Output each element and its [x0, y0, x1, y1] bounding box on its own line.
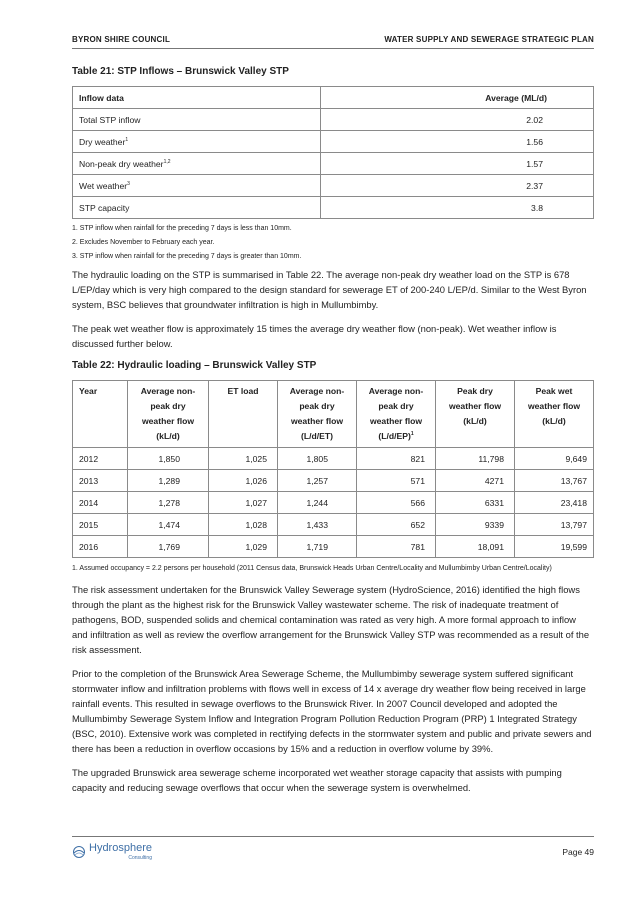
table22-cell: 566: [357, 492, 436, 514]
table-row: [73, 470, 594, 492]
table22-col-header: Year: [73, 381, 128, 448]
table21-note: 2. Excludes November to February each year.: [72, 239, 215, 246]
table22-cell: 13,767: [515, 470, 594, 492]
table21-cell-label: Wet weather$^3$: [73, 175, 321, 197]
table21-col-inflow-data: Inflow data: [73, 87, 321, 109]
table22-cell: 13,797: [515, 514, 594, 536]
table21-notes: [72, 225, 594, 260]
table22-cell: 2012: [73, 448, 128, 470]
table22-cell: 4271: [436, 470, 515, 492]
table22-caption: Table 22: Hydraulic loading – Brunswick Valley STP: [72, 360, 317, 371]
table21-col-average: Average (ML/d): [321, 87, 594, 109]
table22-cell: 11,798: [436, 448, 515, 470]
paragraph-risk-assessment: The risk assessment undertaken for the Brunswick Valley Sewerage system (HydroScience, 2016) identified the high flows through the plant as the highest risk for the Brunswick Valley wastewater scheme. The risk of inadequate treatment of pathogens, BOD, suspended solids and chemical contamination was rated as very high. A more formal approach to inflow and infiltration as well as review the overflow arrangement for the Brunswick Valley STP was recommended as a result of the risk assessment.: [72, 584, 590, 655]
hydrosphere-logo: [72, 843, 152, 861]
table22-cell: 2015: [73, 514, 128, 536]
table-row: [73, 197, 594, 219]
table21-cell-value: 1.56: [321, 131, 594, 153]
table-row: [73, 492, 594, 514]
paragraph-prior-completion: Prior to the completion of the Brunswick Area Sewerage Scheme, the Mullumbimby sewerage system suffered significant stormwater inflow and infiltration problems with flows well in excess of 14 x average dry weather flow being received in large rainfall events. This resulted in sewage overflows to the Brunswick River. In 2007 Council developed and adopted the Mullumbimby Sewerage System Inflow and Integration Program Pollution Reduction Program (PRP) 1 Integrated Strategy (BSC, 2010). Extensive work was completed in rectifying defects in the stormwater system and public and private sewers and there has been a reduction in overflow occasions by 15% and a reduction in overflow volume by 39%.: [72, 668, 592, 754]
table22-cell: 821: [357, 448, 436, 470]
table22-hydraulic-loading: [72, 380, 594, 558]
table21-caption: Table 21: STP Inflows – Brunswick Valley STP: [72, 66, 289, 77]
running-header: [72, 35, 594, 49]
table21-cell-value: 1.57: [321, 153, 594, 175]
table22-col-header: Average non-peak dry weather flow $(L/d/EP)^1$: [357, 381, 436, 448]
table22-cell: 1,278: [128, 492, 209, 514]
table21-cell-value: 2.02: [321, 109, 594, 131]
table21-cell-value: 2.37: [321, 175, 594, 197]
table22-cell: 1,025: [209, 448, 278, 470]
table21-cell-label: Dry weather$^1$: [73, 131, 321, 153]
table-row: [73, 448, 594, 470]
table21-note: 3. STP inflow when rainfall for the preceding 7 days is greater than 10mm.: [72, 253, 302, 260]
table22-cell: 19,599: [515, 536, 594, 558]
header-council: BYRON SHIRE COUNCIL: [72, 35, 171, 44]
table22-cell: 571: [357, 470, 436, 492]
table22-col-header: Peak wet weather flow (kL/d): [515, 381, 594, 448]
page-footer: [72, 836, 594, 861]
table22-cell: 1,244: [278, 492, 357, 514]
table22-cell: 9,649: [515, 448, 594, 470]
table22-col-header: Average non-peak dry weather flow (kL/d): [128, 381, 209, 448]
table22-cell: 23,418: [515, 492, 594, 514]
table-row: [73, 131, 594, 153]
table22-cell: 1,474: [128, 514, 209, 536]
table22-cell: 1,028: [209, 514, 278, 536]
table22-cell: 1,289: [128, 470, 209, 492]
page-number: Page 49: [562, 847, 594, 857]
table21-note: 1. STP inflow when rainfall for the preceding 7 days is less than 10mm.: [72, 225, 292, 232]
table22-cell: 1,769: [128, 536, 209, 558]
table21-cell-label: Total STP inflow: [73, 109, 321, 131]
table22-col-header: Average non-peak dry weather flow (L/d/ET): [278, 381, 357, 448]
table22-cell: 652: [357, 514, 436, 536]
table22-cell: 1,719: [278, 536, 357, 558]
table21-stp-inflows: [72, 86, 594, 219]
table22-cell: 1,433: [278, 514, 357, 536]
table22-cell: 2016: [73, 536, 128, 558]
logo-wordmark: Hydrosphere: [89, 842, 152, 854]
table22-cell: 1,029: [209, 536, 278, 558]
paragraph-peak-wet-weather: The peak wet weather flow is approximately 15 times the average dry weather flow (non-peak). Wet weather inflow is discussed further below.: [72, 323, 557, 349]
logo-subtitle: Consulting: [128, 855, 152, 861]
table22-col-header: ET load: [209, 381, 278, 448]
table-row: [73, 514, 594, 536]
table-row: [73, 153, 594, 175]
paragraph-upgraded-scheme: The upgraded Brunswick area sewerage scheme incorporated wet weather storage capacity that assists with pumping capacity and reducing sewage overflows that occur when the sewerage system is overwhelmed.: [72, 767, 562, 793]
header-plan-title: WATER SUPPLY AND SEWERAGE STRATEGIC PLAN: [384, 35, 594, 44]
table22-col-header: Peak dry weather flow (kL/d): [436, 381, 515, 448]
table21-cell-value: 3.8: [321, 197, 594, 219]
table22-cell: 1,027: [209, 492, 278, 514]
table21-header-row: [73, 87, 594, 109]
table-row: [73, 175, 594, 197]
table21-cell-label: STP capacity: [73, 197, 321, 219]
table21-cell-label: Non-peak dry weather$^{1,2}$: [73, 153, 321, 175]
table22-cell: 781: [357, 536, 436, 558]
hydrosphere-logo-icon: [72, 845, 86, 859]
table22-cell: 1,026: [209, 470, 278, 492]
table22-cell: 2014: [73, 492, 128, 514]
table22-note: 1. Assumed occupancy = 2.2 persons per household (2011 Census data, Brunswick Heads Urban Centre/Locality and Mullumbimby Urban Centre/Locality): [72, 565, 552, 572]
table22-cell: 6331: [436, 492, 515, 514]
paragraph-hydraulic-loading: The hydraulic loading on the STP is summarised in Table 22. The average non-peak dry weather load on the STP is 678 L/EP/day which is very high compared to the design standard for sewerage ET of 200-240 L/EP/d. Similar to the West Byron system, BSC believes that groundwater infiltration is high in Mullumbimby.: [72, 269, 587, 310]
table22-cell: 1,850: [128, 448, 209, 470]
table22-header-row: [73, 381, 594, 448]
table-row: [73, 536, 594, 558]
table22-cell: 18,091: [436, 536, 515, 558]
table22-cell: 9339: [436, 514, 515, 536]
table22-cell: 1,257: [278, 470, 357, 492]
main-content: [72, 66, 594, 804]
table22-cell: 2013: [73, 470, 128, 492]
table22-cell: 1,805: [278, 448, 357, 470]
table-row: [73, 109, 594, 131]
